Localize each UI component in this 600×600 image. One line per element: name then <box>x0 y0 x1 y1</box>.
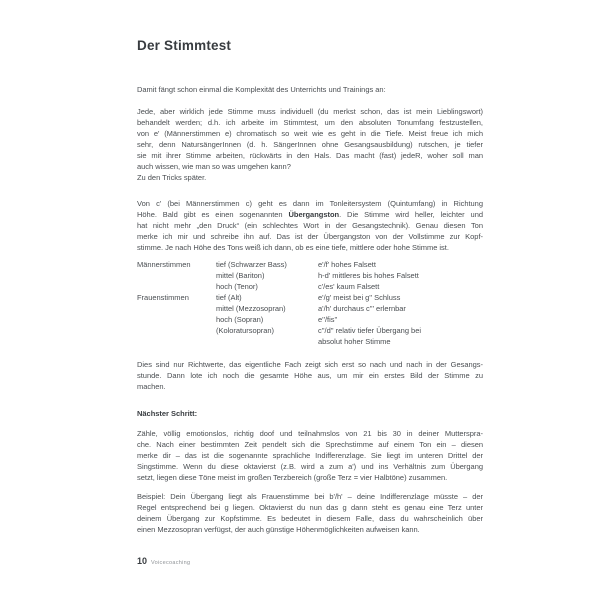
text-line: stimme. Je nach Höhe des Tons weiß ich dann, ob es eine tiefe, mittlere oder hohe Stimme ist. <box>137 243 449 252</box>
voice-table-cell <box>137 303 216 314</box>
text-line: behandelt werden; d.h. ich arbeite im Stimmtest, um den absoluten Tonumfang festzustellen, <box>137 118 483 127</box>
voice-table-cell: mittel (Mezzosopran) <box>216 304 286 313</box>
voice-table-cell <box>137 325 216 336</box>
voice-table-cell: (Koloratursopran) <box>216 326 275 335</box>
paragraph-indifferenzlage <box>137 428 483 483</box>
text-line: auch wissen, wie man so was umgehen kann? <box>137 162 291 171</box>
text-line: sehr, denn NatursängerInnen (d. h. SängerInnen ohne Gesangsausbildung) rutschen, je tiefer <box>137 140 483 149</box>
page-number: 10 <box>137 556 148 566</box>
text-line: che. Nach einer bestimmten Zeit pendelt sich die Sprechstimme auf einem Ton ein – diesen <box>137 440 483 449</box>
voice-table-row <box>137 270 483 281</box>
voice-table-row <box>137 336 483 347</box>
voice-table-cell <box>137 281 216 292</box>
text-line: Zu den Tricks später. <box>137 173 207 182</box>
voice-table-cell: e'/g' meist bei g'' Schluss <box>318 293 401 302</box>
voice-range-table <box>137 259 483 347</box>
voice-table-cell: tief (Alt) <box>216 293 242 302</box>
voice-table-cell: Frauenstimmen <box>137 293 189 302</box>
voice-table-cell: h-d' mittleres bis hohes Falsett <box>318 271 419 280</box>
intro-paragraph <box>137 84 483 95</box>
text-line: merke ich mir und schreibe ihn auf. Das ist der Übergangston von der Vollstimme zur Kopf- <box>137 232 483 241</box>
section-heading-naechster-schritt <box>137 408 483 419</box>
voice-table-cell: e''/fis'' <box>318 315 338 324</box>
voice-table-cell: tief (Schwarzer Bass) <box>216 260 287 269</box>
voice-table-cell <box>137 270 216 281</box>
voice-table-cell: c'/es' kaum Falsett <box>318 282 380 291</box>
voice-table-row <box>137 325 483 336</box>
text-line: Singstimme. Wenn du diese oktavierst (z.B. wird a zum a') und ins Verhältnis zum Übergang <box>137 462 483 471</box>
voice-table-cell: hoch (Tenor) <box>216 282 258 291</box>
voice-table-row <box>137 281 483 292</box>
text-line: Dies sind nur Richtwerte, das eigentliche Fach zeigt sich erst so nach und nach in der Gesangs- <box>137 360 483 369</box>
voice-table-cell: hoch (Sopran) <box>216 315 264 324</box>
voice-table-cell: a'/h' durchaus c''' erlernbar <box>318 304 406 313</box>
text-line: einen Mezzosopran verfügst, der auch günstige Höhenmöglichkeiten aufweisen kann. <box>137 525 420 534</box>
voice-table-row <box>137 303 483 314</box>
voice-table-cell <box>216 336 318 347</box>
page-title: Der Stimmtest <box>137 38 232 53</box>
text-line: von e' (Männerstimmen e) chromatisch so weit wie es geht in die Tiefe. Meist freue ich mich <box>137 129 483 138</box>
text-line: setzt, liegen diese Töne meist im großen Terzbereich (große Terz = vier Halbtöne) zusammen. <box>137 473 448 482</box>
voice-table-row <box>137 292 483 303</box>
text-line: Jede, aber wirklich jede Stimme muss individuell (du merkst schon, das ist mein Lieblingswort) <box>137 107 483 116</box>
book-title: Voicecoaching <box>151 560 191 566</box>
text-line: Beispiel: Dein Übergang liegt als Frauenstimme bei b'/h' – deine Indifferenzlage müsste – der <box>137 492 483 501</box>
paragraph-beispiel <box>137 491 483 535</box>
text-line: Nächster Schritt: <box>137 409 198 418</box>
voice-table-cell: absolut hoher Stimme <box>318 337 391 346</box>
text-line: machen. <box>137 382 166 391</box>
voice-table-cell <box>137 336 216 347</box>
voice-table-row <box>137 259 483 270</box>
voice-table-cell: Männerstimmen <box>137 260 191 269</box>
voice-table-cell: mittel (Bariton) <box>216 271 265 280</box>
text-blocks <box>137 84 483 535</box>
text-line: Regel entsprechend bei g liegen. Oktavierst du nun das g dann steht es genau eine Terz unter <box>137 503 483 512</box>
page-footer <box>137 556 190 566</box>
text-line: sie mit ihrer Stimme arbeiten, rückwärts in den Hals. Das macht (fast) jedeR, woher soll man <box>137 151 483 160</box>
voice-table-cell <box>137 314 216 325</box>
text-line: deinem Übergang zur Kopfstimme. Es bedeutet in diesem Falle, dass du wahrscheinlich über <box>137 514 483 523</box>
text-line: hat nicht mehr „den Druck“ (ein schlechtes Wort in der Gesangstechnik). Genau diesen Ton <box>137 221 483 230</box>
voice-table-cell: e'/f' hohes Falsett <box>318 260 376 269</box>
paragraph-richtwerte <box>137 359 483 392</box>
document-page-content <box>137 38 483 535</box>
voice-table-cell: c''/d'' relativ tiefer Übergang bei <box>318 326 421 335</box>
text-line: Zähle, völlig emotionslos, richtig doof und teilnahmslos von 21 bis 30 in deiner Mutterspra- <box>137 429 483 438</box>
text-line: merke dir – das ist die sogenannte sprachliche Indifferenzlage. Sie liegt im unteren Drittel der <box>137 451 483 460</box>
text-line: Damit fängt schon einmal die Komplexität des Unterrichts und Trainings an: <box>137 85 386 94</box>
voice-table-row <box>137 314 483 325</box>
text-line: Höhe. Bald gibt es einen sogenannten Übergangston. Die Stimme wird heller, leichter und <box>137 210 483 219</box>
text-line: Von c' (bei Männerstimmen c) geht es dann im Tonleitersystem (Quintumfang) in Richtung <box>137 199 483 208</box>
paragraph-stimmtest <box>137 106 483 183</box>
text-line: stunde. Dann lote ich noch die gesamte Höhe aus, um mir ein erstes Bild der Stimme zu <box>137 371 483 380</box>
paragraph-uebergangston <box>137 198 483 253</box>
